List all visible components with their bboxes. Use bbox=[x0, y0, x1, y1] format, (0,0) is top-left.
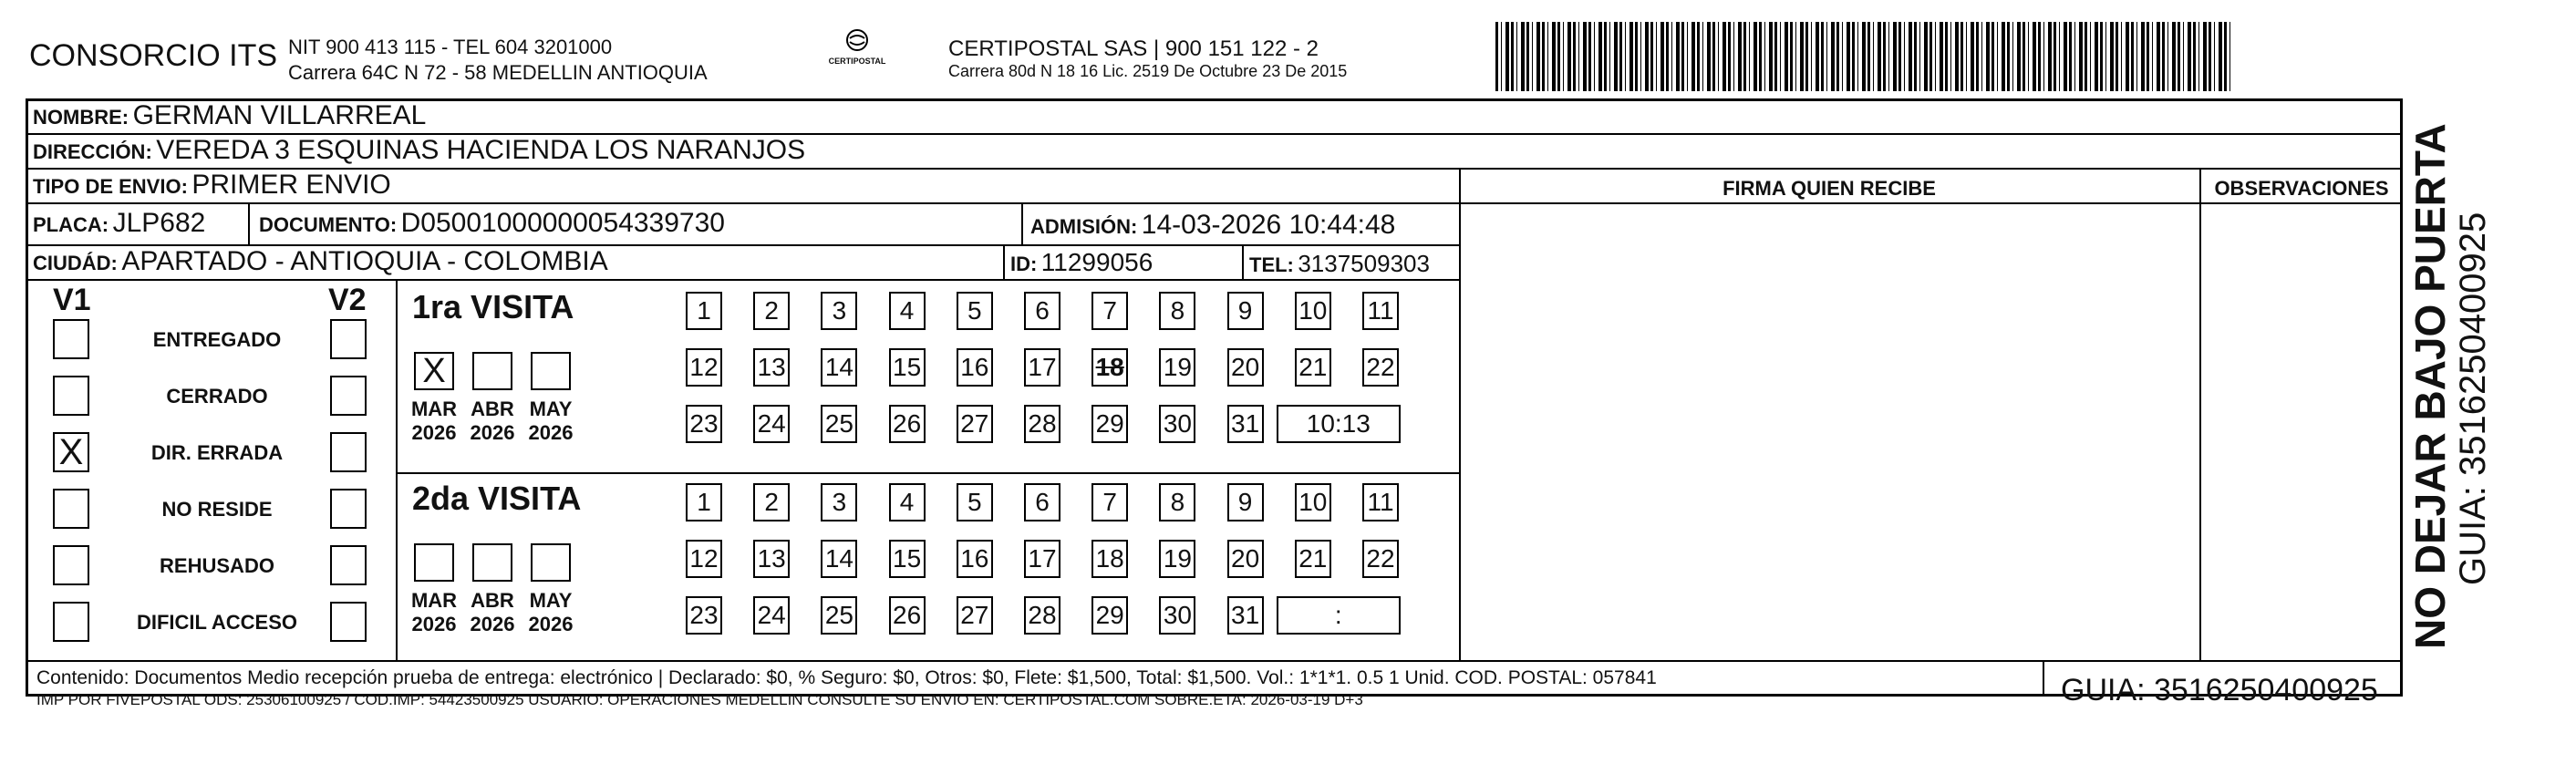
company-name: CONSORCIO ITS bbox=[29, 38, 278, 73]
time-box[interactable]: : bbox=[1277, 596, 1401, 635]
day-box[interactable]: 5 bbox=[957, 483, 993, 521]
direccion-value: VEREDA 3 ESQUINAS HACIENDA LOS NARANJOS bbox=[156, 135, 806, 165]
day-box[interactable]: 6 bbox=[1024, 292, 1060, 330]
v1-checkbox[interactable] bbox=[53, 319, 89, 359]
address-line: Carrera 64C N 72 - 58 MEDELLIN ANTIOQUIA bbox=[288, 61, 708, 84]
tipo-label: TIPO DE ENVIO: bbox=[33, 175, 188, 198]
month-label bbox=[522, 397, 579, 445]
tel-field bbox=[1249, 250, 1430, 278]
barcode bbox=[1495, 22, 2234, 91]
day-box[interactable]: 9 bbox=[1227, 483, 1264, 521]
placa-field bbox=[33, 208, 205, 239]
direccion-label: DIRECCIÓN: bbox=[33, 140, 152, 163]
tipo-row bbox=[33, 170, 391, 201]
v2-header: V2 bbox=[328, 283, 367, 317]
v1-header: V1 bbox=[53, 283, 91, 317]
day-box[interactable]: 23 bbox=[686, 596, 722, 635]
v2-checkbox[interactable] bbox=[330, 319, 367, 359]
day-box[interactable]: 19 bbox=[1159, 540, 1195, 578]
day-box[interactable]: 7 bbox=[1091, 483, 1128, 521]
month-name: ABR bbox=[471, 397, 514, 420]
footer-guia: GUIA: 3516250400925 bbox=[2061, 673, 2378, 707]
day-box[interactable]: 31 bbox=[1227, 405, 1264, 443]
direccion-row bbox=[33, 135, 805, 166]
id-value: 11299056 bbox=[1040, 248, 1154, 276]
status-option-label: REHUSADO bbox=[160, 554, 274, 577]
status-option-label: DIFICIL ACCESO bbox=[136, 611, 297, 634]
month-checkbox[interactable] bbox=[472, 352, 512, 390]
month-name: MAR bbox=[410, 397, 458, 420]
day-box[interactable]: 30 bbox=[1159, 405, 1195, 443]
nombre-label: NOMBRE: bbox=[33, 106, 129, 129]
logo-icon bbox=[839, 27, 875, 55]
certipostal-line: CERTIPOSTAL SAS | 900 151 122 - 2 bbox=[948, 36, 1319, 61]
month-label bbox=[406, 397, 462, 445]
day-box[interactable]: 24 bbox=[753, 596, 790, 635]
day-box[interactable]: 16 bbox=[957, 540, 993, 578]
company-info bbox=[288, 35, 708, 86]
month-label bbox=[522, 589, 579, 636]
tipo-value: PRIMER ENVIO bbox=[191, 170, 391, 200]
day-box[interactable]: 16 bbox=[957, 348, 993, 387]
side-vertical-text bbox=[2407, 123, 2493, 649]
day-box[interactable]: 23 bbox=[686, 405, 722, 443]
nit-line: NIT 900 413 115 - TEL 604 3201000 bbox=[288, 36, 613, 58]
month-year: 2026 bbox=[470, 421, 515, 444]
day-box[interactable]: 20 bbox=[1227, 348, 1264, 387]
day-box[interactable]: 3 bbox=[821, 483, 857, 521]
admision-field bbox=[1030, 210, 1395, 241]
v2-checkbox[interactable] bbox=[330, 376, 367, 416]
month-year: 2026 bbox=[528, 613, 574, 635]
day-box[interactable]: 12 bbox=[686, 540, 722, 578]
day-box[interactable]: 20 bbox=[1227, 540, 1264, 578]
admision-value: 14-03-2026 10:44:48 bbox=[1141, 210, 1396, 240]
day-box[interactable]: 1 bbox=[686, 483, 722, 521]
day-box[interactable]: 22 bbox=[1362, 348, 1399, 387]
day-box[interactable]: 26 bbox=[889, 405, 926, 443]
day-box[interactable]: 9 bbox=[1227, 292, 1264, 330]
day-box[interactable]: 11 bbox=[1362, 292, 1399, 330]
ciudad-label: CIUDÁD: bbox=[33, 252, 118, 274]
day-box[interactable]: 21 bbox=[1295, 540, 1331, 578]
month-year: 2026 bbox=[411, 421, 457, 444]
certipostal-address: Carrera 80d N 18 16 Lic. 2519 De Octubre 23 De 2015 bbox=[948, 62, 1348, 80]
firma-header: FIRMA QUIEN RECIBE bbox=[1723, 177, 1936, 200]
logo-text: CERTIPOSTAL bbox=[828, 57, 886, 66]
day-box[interactable]: 30 bbox=[1159, 596, 1195, 635]
ciudad-field bbox=[33, 246, 608, 277]
day-box[interactable]: 18 bbox=[1091, 348, 1128, 387]
day-box[interactable]: 3 bbox=[821, 292, 857, 330]
v1-checkbox[interactable]: X bbox=[53, 432, 89, 472]
day-box[interactable]: 25 bbox=[821, 596, 857, 635]
day-box[interactable]: 5 bbox=[957, 292, 993, 330]
day-box[interactable]: 7 bbox=[1091, 292, 1128, 330]
visit2-title: 2da VISITA bbox=[412, 480, 582, 517]
day-box[interactable]: 13 bbox=[753, 348, 790, 387]
day-box[interactable]: 10 bbox=[1295, 483, 1331, 521]
day-box[interactable]: 11 bbox=[1362, 483, 1399, 521]
month-year: 2026 bbox=[470, 613, 515, 635]
day-box[interactable]: 13 bbox=[753, 540, 790, 578]
month-name: MAY bbox=[529, 589, 573, 612]
day-box[interactable]: 28 bbox=[1024, 405, 1060, 443]
day-box[interactable]: 17 bbox=[1024, 348, 1060, 387]
v2-checkbox[interactable] bbox=[330, 432, 367, 472]
month-checkbox[interactable] bbox=[531, 543, 571, 582]
day-box[interactable]: 28 bbox=[1024, 596, 1060, 635]
day-box[interactable]: 21 bbox=[1295, 348, 1331, 387]
status-option-label: CERRADO bbox=[166, 385, 268, 408]
day-box[interactable]: 12 bbox=[686, 348, 722, 387]
footer-contenido: Contenido: Documentos Medio recepción prueba de entrega: electrónico | Declarado: $0, % Seguro: $0, Otros: $0, Flete: $1,500, Total: $1,500. Vol.: 1*1*1. 0.5 1 Unid. COD. POSTAL: 057841 bbox=[36, 667, 1657, 688]
month-name: MAY bbox=[529, 397, 573, 420]
day-box[interactable]: 10 bbox=[1295, 292, 1331, 330]
day-box[interactable]: 25 bbox=[821, 405, 857, 443]
time-box[interactable]: 10:13 bbox=[1277, 405, 1401, 443]
day-box[interactable]: 8 bbox=[1159, 483, 1195, 521]
day-box[interactable]: 2 bbox=[753, 292, 790, 330]
month-label bbox=[464, 397, 521, 445]
v1-checkbox[interactable] bbox=[53, 545, 89, 585]
id-label: ID: bbox=[1010, 253, 1038, 275]
certipostal-logo bbox=[825, 27, 889, 66]
day-box[interactable]: 26 bbox=[889, 596, 926, 635]
month-checkbox[interactable] bbox=[414, 543, 454, 582]
visit1-title: 1ra VISITA bbox=[412, 288, 574, 325]
documento-value: D05001000000054339730 bbox=[400, 208, 725, 238]
side-guia: GUIA: 3516250400925 bbox=[2453, 212, 2493, 585]
day-box[interactable]: 27 bbox=[957, 596, 993, 635]
month-checkbox[interactable]: X bbox=[414, 352, 454, 390]
day-box[interactable]: 31 bbox=[1227, 596, 1264, 635]
documento-label: DOCUMENTO: bbox=[259, 213, 398, 236]
day-box[interactable]: 22 bbox=[1362, 540, 1399, 578]
month-label bbox=[406, 589, 462, 636]
month-year: 2026 bbox=[411, 613, 457, 635]
status-option-label: DIR. ERRADA bbox=[150, 441, 284, 464]
nombre-value: GERMAN VILLARREAL bbox=[132, 100, 427, 130]
v2-checkbox[interactable] bbox=[330, 602, 367, 642]
month-checkbox[interactable] bbox=[531, 352, 571, 390]
day-box[interactable]: 24 bbox=[753, 405, 790, 443]
day-box[interactable]: 29 bbox=[1091, 596, 1128, 635]
placa-label: PLACA: bbox=[33, 213, 109, 236]
day-box[interactable]: 4 bbox=[889, 292, 926, 330]
day-box[interactable]: 8 bbox=[1159, 292, 1195, 330]
status-option-label: NO RESIDE bbox=[161, 498, 273, 521]
day-box[interactable]: 14 bbox=[821, 348, 857, 387]
month-checkbox[interactable] bbox=[472, 543, 512, 582]
no-dejar-warning: NO DEJAR BAJO PUERTA bbox=[2406, 123, 2454, 649]
day-box[interactable]: 27 bbox=[957, 405, 993, 443]
month-label bbox=[464, 589, 521, 636]
day-box[interactable]: 29 bbox=[1091, 405, 1128, 443]
day-box[interactable]: 14 bbox=[821, 540, 857, 578]
certipostal-info bbox=[948, 36, 1347, 81]
day-box[interactable]: 2 bbox=[753, 483, 790, 521]
status-option-label: ENTREGADO bbox=[152, 328, 282, 351]
day-box[interactable]: 6 bbox=[1024, 483, 1060, 521]
day-box[interactable]: 19 bbox=[1159, 348, 1195, 387]
tel-label: TEL: bbox=[1249, 253, 1294, 276]
v1-checkbox[interactable] bbox=[53, 602, 89, 642]
day-box[interactable]: 4 bbox=[889, 483, 926, 521]
documento-field bbox=[259, 208, 725, 239]
day-box[interactable]: 18 bbox=[1091, 540, 1128, 578]
placa-value: JLP682 bbox=[112, 208, 206, 238]
admision-label: ADMISIÓN: bbox=[1030, 215, 1138, 238]
day-box[interactable]: 1 bbox=[686, 292, 722, 330]
day-box[interactable]: 15 bbox=[889, 540, 926, 578]
ciudad-value: APARTADO - ANTIOQUIA - COLOMBIA bbox=[121, 246, 608, 276]
v2-checkbox[interactable] bbox=[330, 545, 367, 585]
day-box[interactable]: 15 bbox=[889, 348, 926, 387]
day-box[interactable]: 17 bbox=[1024, 540, 1060, 578]
observaciones-header: OBSERVACIONES bbox=[2214, 177, 2389, 200]
v1-checkbox[interactable] bbox=[53, 376, 89, 416]
month-year: 2026 bbox=[528, 421, 574, 444]
footer-imp: IMP POR FIVEPOSTAL ODS: 25306100925 / COD.IMP: 54423500925 USUARIO: OPERACIONES MEDELLIN CONSULTE SU ENVIO EN: CERTIPOSTAL.COM SOBRE.ETA: 2026-03-19 D+3 bbox=[36, 691, 1363, 708]
id-field bbox=[1010, 248, 1153, 277]
v1-checkbox[interactable] bbox=[53, 489, 89, 529]
nombre-row bbox=[33, 100, 426, 131]
v2-checkbox[interactable] bbox=[330, 489, 367, 529]
month-name: ABR bbox=[471, 589, 514, 612]
tel-value: 3137509303 bbox=[1298, 250, 1430, 277]
month-name: MAR bbox=[410, 589, 458, 612]
